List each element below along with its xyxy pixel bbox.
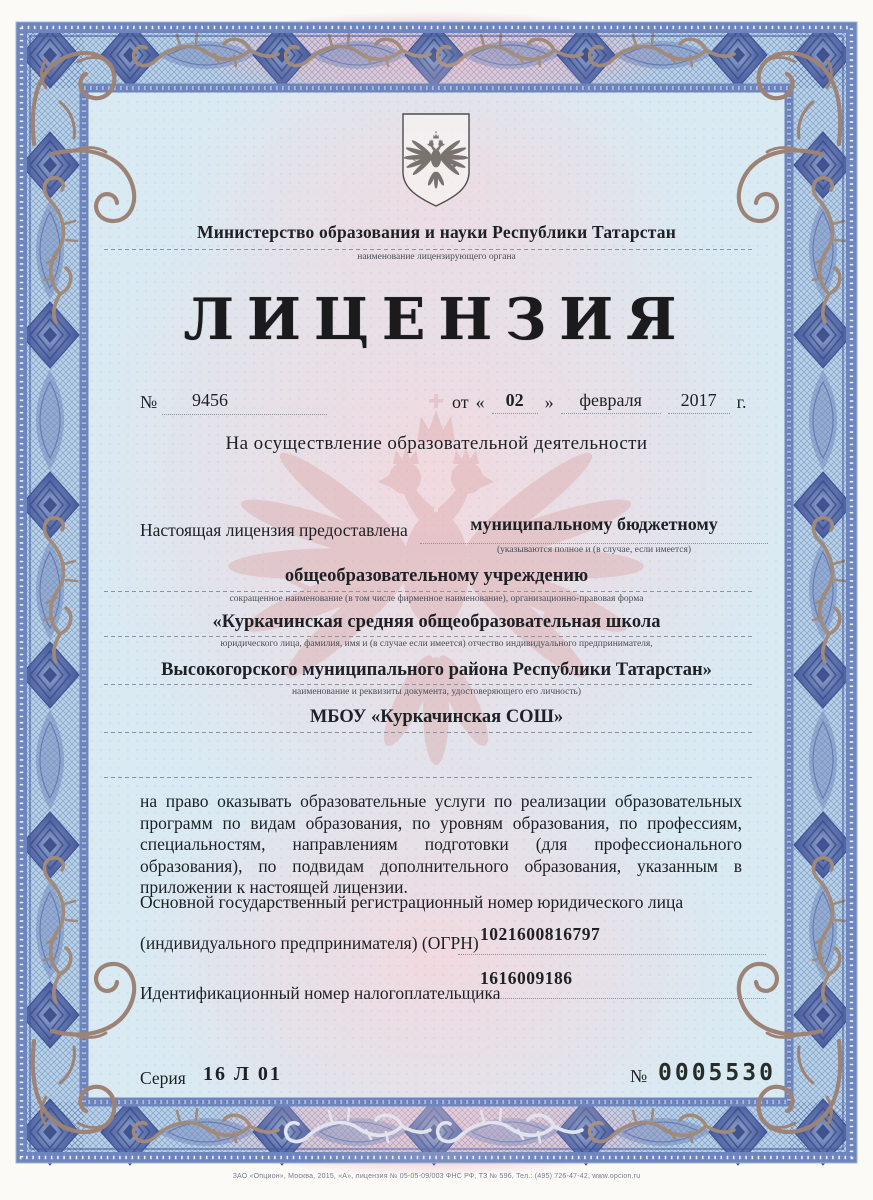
- license-subject-line: На осуществление образовательной деятельности: [225, 433, 648, 454]
- date-day: 02: [492, 390, 538, 414]
- ogrn-label-line-2: (индивидуального предпринимателя) (ОГРН): [140, 933, 479, 953]
- underline: [104, 636, 754, 637]
- date-year: 2017: [668, 390, 730, 414]
- underline: [104, 684, 754, 685]
- inn-label: Идентификационный номер налогоплательщика: [140, 983, 501, 1003]
- inn-value-blank: [458, 968, 766, 999]
- date-close-quote: »: [544, 392, 554, 412]
- rights-paragraph: на право оказывать образовательные услуги по реализации образовательных программ по видам образования, по уровням образования, по профессиям, специальностям, направлениям подготовки (для профессионального образования), по подвидам дополнительного образования, указанным в приложении к настоящей лицензии.: [140, 791, 742, 897]
- grantee-short-name: МБОУ «Куркачинская СОШ»: [309, 707, 564, 727]
- grantee-name-line-2: общеобразовательному учреждению: [284, 566, 589, 586]
- grantee-name-line-4: Высокогорского муниципального района Республики Татарстан»: [161, 660, 712, 680]
- ogrn-value-blank: [458, 924, 766, 955]
- form-series-label: Серия: [140, 1068, 186, 1088]
- grantee-intro-label: Настоящая лицензия предоставлена: [140, 520, 408, 540]
- grantee-caption-2: сокращенное наименование (в том числе фирменное наименование), организационно-правовая форма: [229, 594, 644, 604]
- grantee-caption-1: (указываются полное и (в случае, если имеется): [496, 545, 692, 555]
- licensing-authority-caption: наименование лицензирующего органа: [357, 252, 516, 262]
- date-open-quote: «: [475, 392, 485, 412]
- license-number-label: №: [140, 392, 158, 412]
- russia-coat-of-arms-icon: [403, 114, 469, 206]
- underline: [104, 591, 754, 592]
- grantee-name-line-3: «Куркачинская средняя общеобразовательная школа: [212, 612, 661, 632]
- licensing-authority-name: Министерство образования и науки Республики Татарстан: [197, 222, 676, 242]
- inn-value: 1616009186: [480, 968, 573, 988]
- form-number-value: 0005530: [658, 1060, 776, 1086]
- underline: [104, 732, 754, 733]
- license-date-row: [452, 390, 747, 414]
- ogrn-label-line-1: Основной государственный регистрационный номер юридического лица: [140, 892, 684, 912]
- grantee-caption-3: юридического лица, фамилия, имя и (в случае если имеется) отчество индивидуального предпринимателя,: [220, 639, 653, 649]
- document-title: ЛИЦЕНЗИЯ: [183, 286, 690, 353]
- underline: [104, 249, 754, 250]
- ogrn-value: 1021600816797: [480, 924, 601, 944]
- license-number-value: 9456: [192, 390, 228, 410]
- form-number-label: №: [630, 1066, 648, 1086]
- license-number-blank: [162, 390, 327, 415]
- date-prefix: от: [452, 392, 469, 412]
- grantee-caption-4: наименование и реквизиты документа, удостоверяющего его личность): [291, 687, 582, 697]
- underline: [104, 777, 754, 778]
- printer-imprint: ЗАО «Опцион», Москва, 2015, «А», лицензия № 05-05-09/003 ФНС РФ, ТЗ № 596, Тел.: (495) 726-47-42, www.opcion.ru: [232, 1173, 641, 1180]
- date-year-suffix: г.: [736, 392, 747, 412]
- date-month: февраля: [561, 390, 661, 414]
- grantee-name-line-1: муниципальному бюджетному: [420, 514, 768, 544]
- form-series-value: 16 Л 01: [203, 1063, 282, 1085]
